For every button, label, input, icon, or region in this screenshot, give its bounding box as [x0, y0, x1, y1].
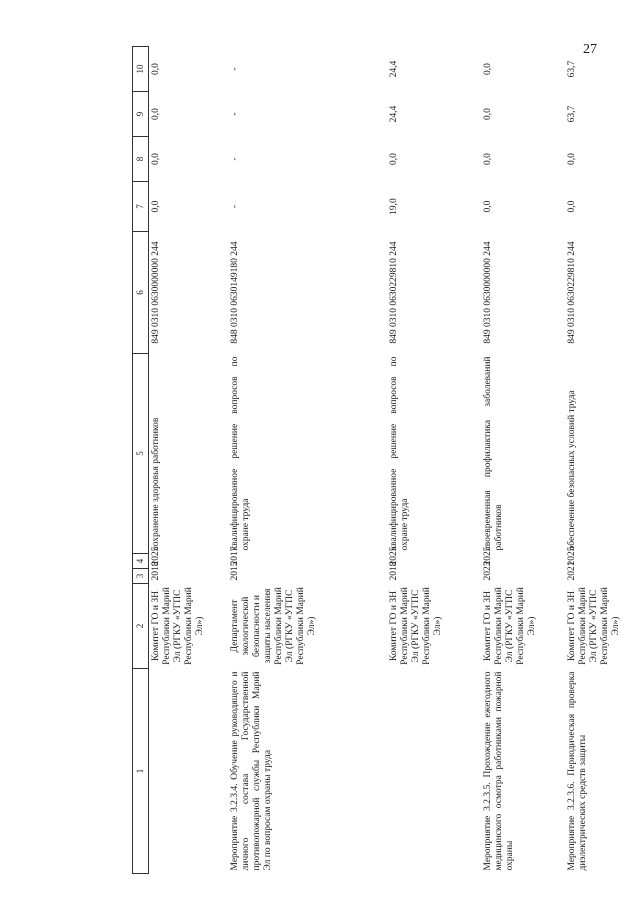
value-cell: 19,0	[389, 198, 399, 215]
table-row	[565, 47, 640, 874]
value-cell: 0,0	[151, 153, 161, 165]
start-year-cell: 2018	[389, 561, 399, 581]
measure-cell	[387, 669, 481, 874]
budget-code-cell: 849 0310 0630000000 244	[151, 241, 161, 344]
budget-code-cell: 849 0310 0630000000 244	[483, 241, 493, 344]
result-cell: сохранение здоровья работников	[151, 417, 161, 551]
column-number: 9	[133, 92, 149, 137]
column-number: 3	[133, 569, 149, 584]
result-cell: своевременная профилактика заболеваний работников	[483, 356, 505, 551]
value-cell: 63,7	[567, 60, 577, 78]
value-cell: 0,0	[567, 200, 577, 213]
column-number: 10	[133, 47, 149, 92]
column-number-row	[133, 47, 149, 874]
value-cell: 0,0	[151, 108, 161, 120]
end-year-cell: 2025	[389, 546, 399, 566]
measure-cell	[149, 669, 229, 874]
column-number: 7	[133, 182, 149, 232]
result-cell: обеспечение безопасных условий труда	[567, 390, 577, 551]
value-cell: 0,0	[567, 153, 577, 165]
value-cell: 63,7	[567, 105, 577, 123]
program-measures-table	[132, 46, 640, 874]
start-year-cell: 2015	[230, 561, 240, 581]
executor-cell: Департамент экологической безопасности и защиты населения Республики Марий Эл (РГКУ «УГПС Республики Марий Эл»)	[230, 587, 318, 665]
start-year-cell: 2023	[483, 561, 493, 581]
column-number: 6	[133, 232, 149, 354]
executor-cell: Комитет ГО и ЗН Республики Марий Эл (РГКУ «УГПС Республики Марий Эл»)	[389, 587, 444, 665]
end-year-cell: 2017	[230, 546, 240, 566]
start-year-cell: 2021	[567, 561, 577, 581]
measure-cell: Мероприятие 3.2.3.6. Периодическая проверка диэлектрических средств защиты	[567, 671, 589, 871]
end-year-cell: 2025	[483, 546, 493, 566]
executor-cell: Комитет ГО и ЗН Республики Марий Эл (РГКУ «УГПС Республики Марий Эл»)	[483, 587, 538, 665]
column-number: 1	[133, 669, 149, 874]
value-cell: -	[230, 67, 240, 71]
value-cell: 0,0	[151, 200, 161, 213]
measure-cell: Мероприятие 3.2.3.4. Обучение руководящего и личного состава Государственной противопожарной службы Республики Марий Эл по вопросам охраны труда	[230, 671, 274, 871]
column-number: 8	[133, 137, 149, 182]
page-number: 27	[583, 42, 597, 57]
start-year-cell: 2018	[151, 561, 161, 581]
column-number: 2	[133, 584, 149, 669]
value-cell: 24,4	[389, 60, 399, 78]
value-cell: 0,0	[483, 200, 493, 213]
table-row	[481, 47, 565, 874]
value-cell: 0,0	[483, 63, 493, 75]
result-cell: квалифицированное решение вопросов по охране труда	[389, 356, 411, 551]
budget-code-cell: 849 0310 0630229810 244	[389, 241, 399, 344]
value-cell: 0,0	[389, 153, 399, 165]
end-year-cell: 2025	[151, 546, 161, 566]
value-cell: -	[230, 204, 240, 209]
rotated-table-container	[132, 47, 622, 874]
value-cell: 0,0	[151, 63, 161, 75]
table-row	[228, 47, 387, 874]
value-cell: -	[230, 157, 240, 161]
column-number: 4	[133, 554, 149, 569]
executor-cell: Комитет ГО и ЗН Республики Марий Эл (РГКУ «УГПС Республики Марий Эл»)	[567, 587, 622, 665]
end-year-cell: 2025	[567, 546, 577, 566]
measure-cell: Мероприятие 3.2.3.5. Прохождение ежегодного медицинского осмотра работниками пожарной охраны	[483, 671, 516, 871]
budget-code-cell: 849 0310 0630229810 244	[567, 241, 577, 344]
value-cell: 0,0	[483, 153, 493, 165]
value-cell: 0,0	[483, 108, 493, 120]
value-cell: -	[230, 112, 240, 116]
column-number: 5	[133, 354, 149, 554]
table-row	[149, 47, 229, 874]
result-cell: квалифицированное решение вопросов по охране труда	[230, 356, 252, 551]
value-cell: 24,4	[389, 105, 399, 123]
budget-code-cell: 848 0310 0630149180 244	[230, 241, 240, 344]
executor-cell: Комитет ГО и ЗН Республики Марий Эл (РГКУ «УГПС Республики Марий Эл»)	[151, 587, 206, 665]
table-row	[387, 47, 481, 874]
